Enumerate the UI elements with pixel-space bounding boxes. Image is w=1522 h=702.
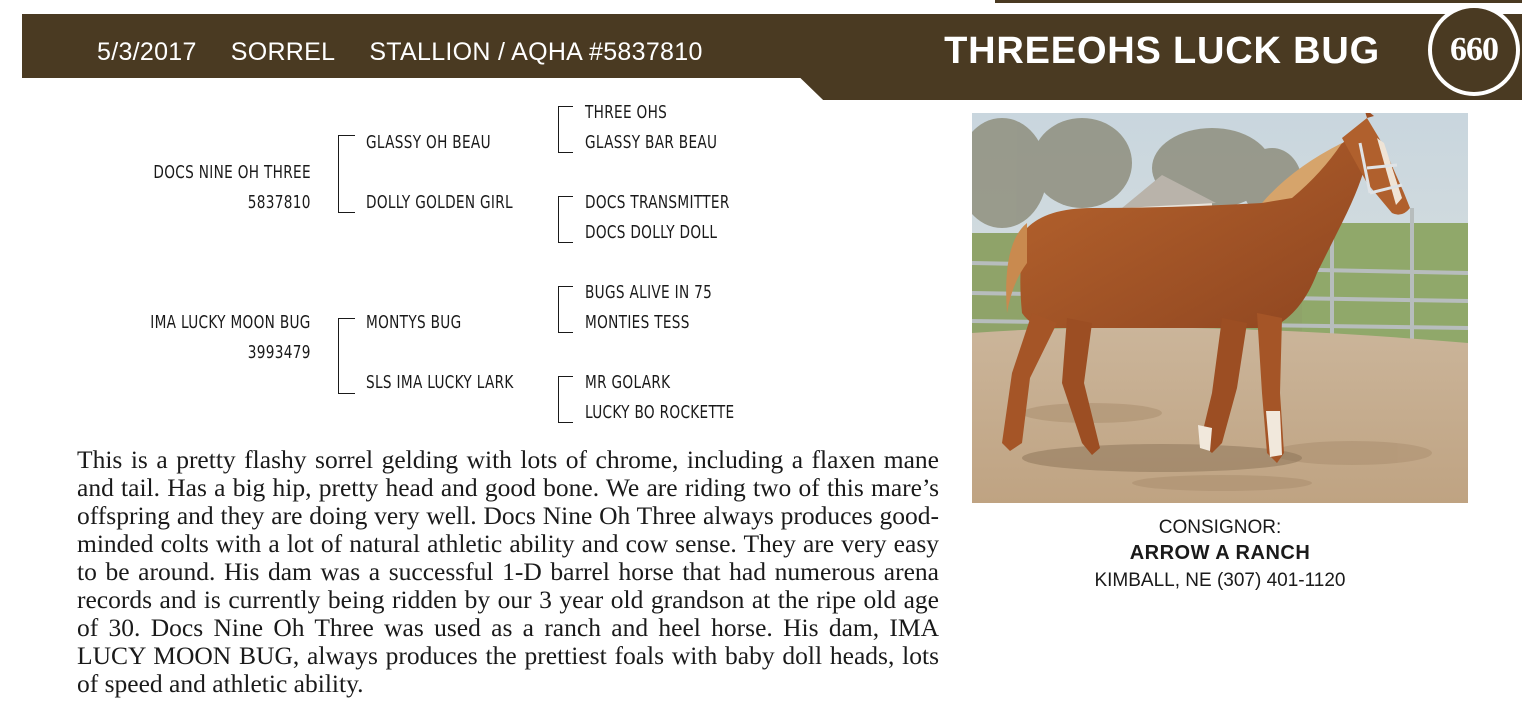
horse-photo	[972, 113, 1468, 503]
consignor-location: KIMBALL, NE (307) 401-1120	[1094, 570, 1346, 591]
dam-sire: MONTYS BUG	[366, 313, 462, 333]
sire-sire: GLASSY OH BEAU	[366, 133, 491, 153]
sire-bracket	[338, 135, 355, 213]
gen3-bracket-2	[558, 196, 573, 243]
horse-color: SORREL	[230, 38, 336, 66]
gen3-ancestor: DOCS TRANSMITTER	[585, 193, 730, 213]
gen3-ancestor: GLASSY BAR BEAU	[585, 133, 718, 153]
gen3-ancestor: DOCS DOLLY DOLL	[585, 223, 718, 243]
gen3-bracket-3	[558, 286, 573, 333]
dam-name: IMA LUCKY MOON BUG	[150, 313, 311, 333]
lot-badge	[1428, 4, 1520, 96]
gen3-ancestor: MONTIES TESS	[585, 313, 690, 333]
consignor-label: CONSIGNOR:	[1158, 517, 1282, 538]
gen3-bracket-4	[558, 376, 573, 423]
sex-registry: STALLION / AQHA #5837810	[369, 38, 703, 66]
horse-info-line	[97, 38, 737, 67]
dam-bracket	[338, 318, 355, 394]
sire-dam: DOLLY GOLDEN GIRL	[366, 193, 513, 213]
header-top-rule	[995, 0, 1522, 3]
gen3-ancestor: LUCKY BO ROCKETTE	[585, 403, 735, 423]
gen3-bracket-1	[558, 106, 573, 153]
dam-dam: SLS IMA LUCKY LARK	[366, 373, 514, 393]
lot-number: 660	[1438, 14, 1510, 86]
consignor-name: ARROW A RANCH	[1129, 542, 1311, 564]
horse-description: This is a pretty flashy sorrel gelding with lots of chrome, including a flaxen mane and tail. Has a big hip, pretty head and good bone. We are riding two of this mare’s offspring and they are doing very well. Docs Nine Oh Three always produces good-minded colts with a lot of natural athletic ability and cow sense. They are very easy to be around. His dam was a successful 1-D barrel horse that had numerous arena records and is currently being ridden by our 3 year old grandson at the ripe old age of 30. Docs Nine Oh Three was used as a ranch and heel horse. His dam, IMA LUCY MOON BUG, always produces the prettiest foals with baby doll heads, lots of speed and athletic ability.	[77, 445, 939, 698]
gen3-ancestor: MR GOLARK	[585, 373, 671, 393]
sire-reg: 5837810	[248, 193, 311, 213]
horse-name: THREEOHS LUCK BUG	[944, 30, 1380, 72]
dam-reg: 3993479	[248, 343, 311, 363]
gen3-ancestor: BUGS ALIVE IN 75	[585, 283, 713, 303]
foal-date: 5/3/2017	[97, 38, 197, 66]
sire-name: DOCS NINE OH THREE	[153, 163, 311, 183]
gen3-ancestor: THREE OHS	[585, 103, 668, 123]
